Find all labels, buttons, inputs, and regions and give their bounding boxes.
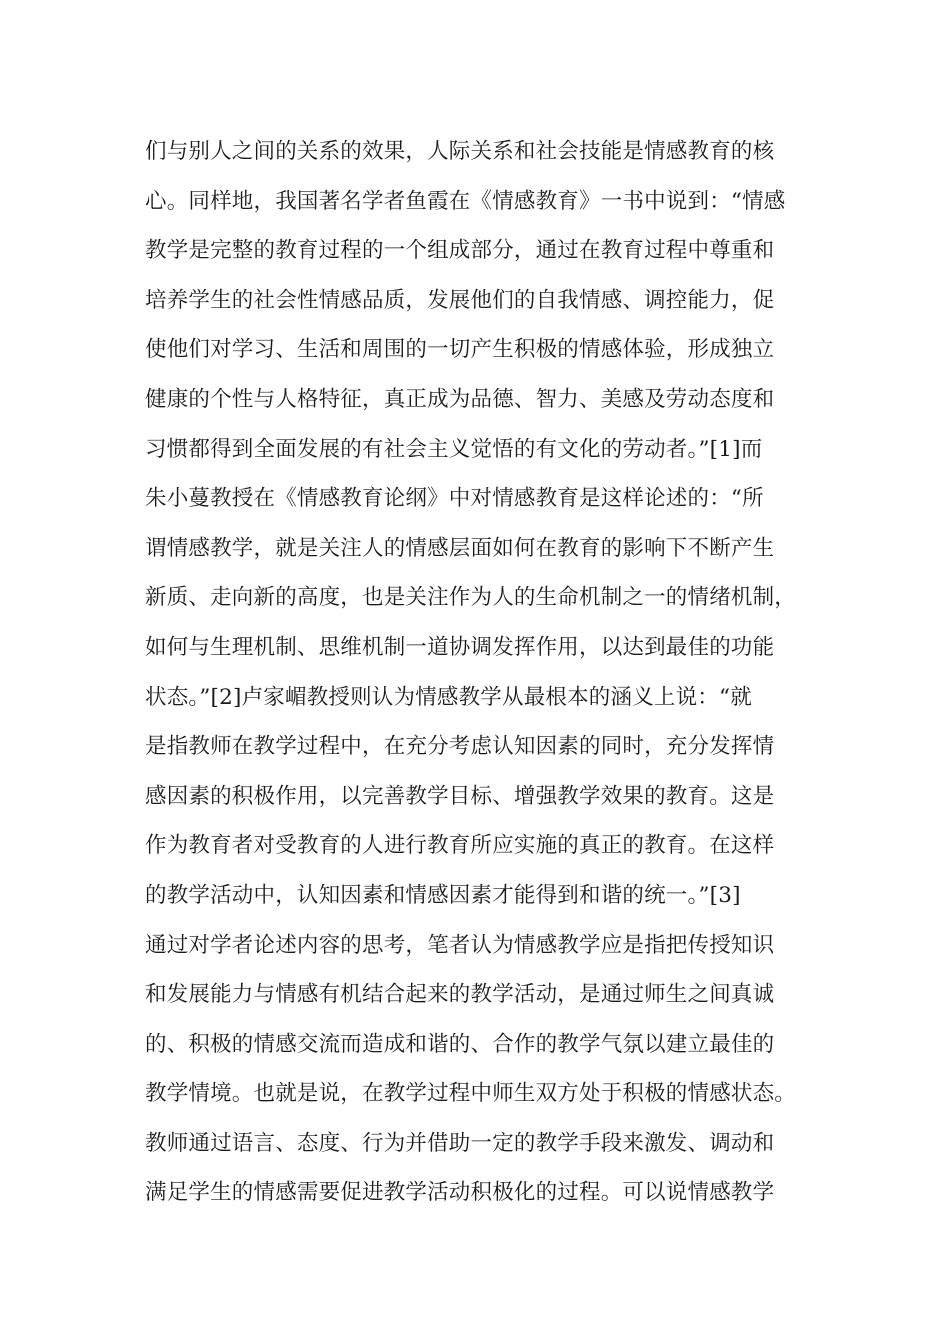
text-line: 谓情感教学，就是关注人的情感层面如何在教育的影响下不断产生	[145, 535, 775, 561]
text-line: 新质、走向新的高度，也是关注作为人的生命机制之一的情绪机制，	[145, 585, 797, 611]
text-line: 是指教师在教学过程中，在充分考虑认知因素的同时，充分发挥情	[145, 734, 775, 760]
text-line: 教学是完整的教育过程的一个组成部分，通过在教育过程中尊重和	[145, 238, 775, 264]
text-line: 如何与生理机制、思维机制一道协调发挥作用，以达到最佳的功能	[145, 634, 775, 660]
text-line: 状态。”[2]卢家嵋教授则认为情感教学从最根本的涵义上说：“就	[145, 684, 752, 710]
text-line: 作为教育者对受教育的人进行教育所应实施的真正的教育。在这样	[145, 833, 775, 859]
text-line: 使他们对学习、生活和周围的一切产生积极的情感体验，形成独立	[145, 337, 775, 363]
text-line: 教师通过语言、态度、行为并借助一定的教学手段来激发、调动和	[145, 1130, 775, 1156]
text-line: 感因素的积极作用，以完善教学目标、增强教学效果的教育。这是	[145, 783, 775, 809]
text-line: 满足学生的情感需要促进教学活动积极化的过程。可以说情感教学	[145, 1180, 775, 1206]
text-line: 通过对学者论述内容的思考，笔者认为情感教学应是指把传授知识	[145, 932, 775, 958]
text-line: 和发展能力与情感有机结合起来的教学活动，是通过师生之间真诚	[145, 982, 775, 1008]
text-line: 教学情境。也就是说，在教学过程中师生双方处于积极的情感状态。	[145, 1081, 797, 1107]
text-line: 朱小蔓教授在《情感教育论纲》中对情感教育是这样论述的：“所	[145, 486, 764, 512]
text-line: 健康的个性与人格特征，真正成为品德、智力、美感及劳动态度和	[145, 386, 775, 412]
text-line: 心。同样地，我国著名学者鱼霞在《情感教育》一书中说到：“情感	[145, 188, 786, 214]
text-line: 习惯都得到全面发展的有社会主义觉悟的有文化的劳动者。”[1]而	[145, 436, 763, 462]
body-paragraph	[145, 132, 825, 1223]
text-line: 培养学生的社会性情感品质，发展他们的自我情感、调控能力，促	[145, 287, 775, 313]
text-line: 的、积极的情感交流而造成和谐的、合作的教学气氛以建立最佳的	[145, 1031, 775, 1057]
text-line: 们与别人之间的关系的效果，人际关系和社会技能是情感教育的核	[145, 139, 775, 164]
text-line: 的教学活动中，认知因素和情感因素才能得到和谐的统一。”[3]	[145, 882, 741, 908]
